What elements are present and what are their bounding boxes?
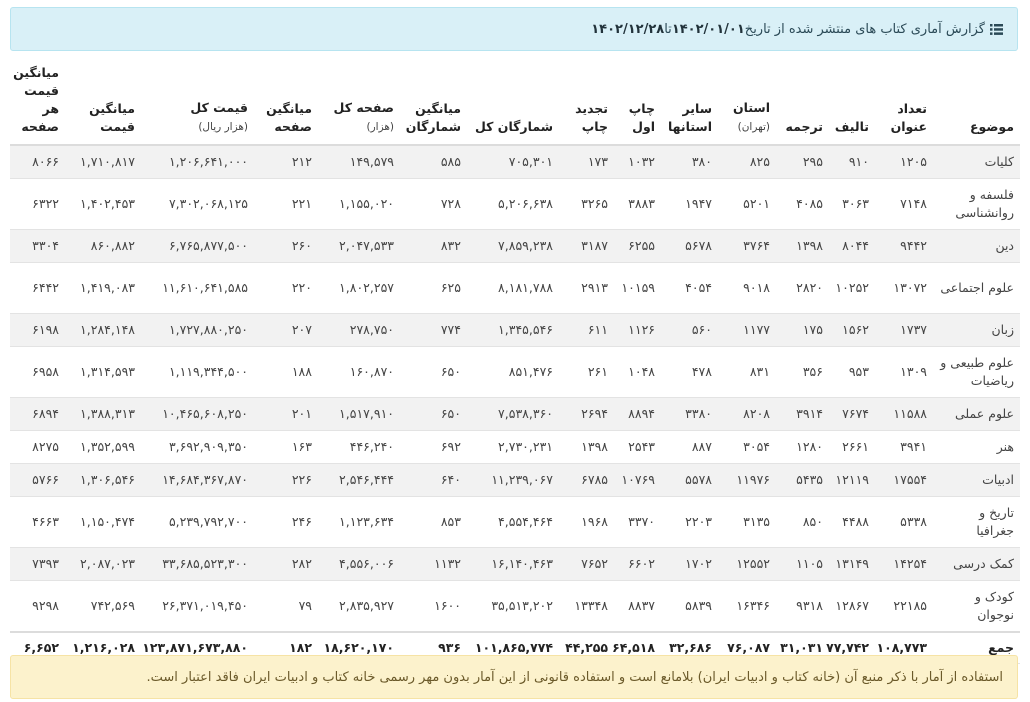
table-cell: ۱۵۶۲ — [829, 314, 875, 347]
table-row — [10, 464, 1020, 497]
total-cell: ۱۰۱,۸۶۵,۷۷۴ — [467, 632, 559, 664]
table-cell: ۶۳۲۲ — [10, 179, 65, 230]
table-cell: ۶۵۰ — [400, 398, 467, 431]
table-cell: ۱,۳۱۴,۵۹۳ — [65, 347, 141, 398]
table-cell: ۶۵۰ — [400, 347, 467, 398]
total-cell: ۷۶,۰۸۷ — [718, 632, 776, 664]
table-cell: ۱۰۷۶۹ — [614, 464, 661, 497]
usage-notice-alert — [10, 655, 1018, 699]
table-cell: ۹۰۱۸ — [718, 263, 776, 314]
table-cell: ۱۳۳۴۸ — [559, 581, 614, 633]
table-cell: ۶۲۵۵ — [614, 230, 661, 263]
table-cell: ۱,۷۱۰,۸۱۷ — [65, 145, 141, 179]
table-cell: ۳۵,۵۱۳,۲۰۲ — [467, 581, 559, 633]
table-cell: ۸۳۲ — [400, 230, 467, 263]
info-date-to: ۱۴۰۲/۱۲/۲۸ — [591, 21, 665, 37]
table-row — [10, 145, 1020, 179]
column-header — [318, 64, 400, 145]
table-cell: ۳۹۴۱ — [875, 431, 933, 464]
table-cell: ۱۲۰۵ — [875, 145, 933, 179]
total-cell: ۷۷,۷۴۲ — [829, 632, 875, 664]
column-header — [661, 64, 718, 145]
total-cell: ۳۱,۰۳۱ — [776, 632, 829, 664]
table-row — [10, 347, 1020, 398]
table-cell: ۱۶۳۴۶ — [718, 581, 776, 633]
table-cell: ۲۶,۳۷۱,۰۱۹,۴۵۰ — [141, 581, 254, 633]
table-cell: ۱۲۵۵۲ — [718, 548, 776, 581]
table-row — [10, 497, 1020, 548]
table-cell: ۲۲۶ — [254, 464, 318, 497]
table-cell: ۱۰,۴۶۵,۶۰۸,۲۵۰ — [141, 398, 254, 431]
table-cell: ۵۲۰۱ — [718, 179, 776, 230]
table-cell: ۱۸۸ — [254, 347, 318, 398]
column-header-label: میانگین صفحه — [266, 101, 312, 134]
table-cell: ۶۶۰۲ — [614, 548, 661, 581]
table-cell: ۱۷۳۷ — [875, 314, 933, 347]
column-header — [10, 64, 65, 145]
table-row — [10, 581, 1020, 633]
table-cell: ۴۴۶,۲۴۰ — [318, 431, 400, 464]
table-cell: ۱۰۲۵۲ — [829, 263, 875, 314]
table-row — [10, 314, 1020, 347]
table-body — [10, 145, 1020, 632]
table-cell: ۴۷۸ — [661, 347, 718, 398]
table-cell: ۸۲۷۵ — [10, 431, 65, 464]
table-cell: ۱,۵۱۷,۹۱۰ — [318, 398, 400, 431]
table-cell: ۲۰۱ — [254, 398, 318, 431]
total-cell: ۳۲,۶۸۶ — [661, 632, 718, 664]
table-cell: ۳۱۳۵ — [718, 497, 776, 548]
column-header — [467, 64, 559, 145]
column-header — [141, 64, 254, 145]
usage-notice-text: استفاده از آمار با ذکر منبع آن (خانه کتاب و ادبیات ایران) بلامانع است و استفاده قانونی از این آمار بدون مهر رسمی خانه کتاب و ادبیات ایران فاقد اعتبار است. — [146, 669, 1003, 685]
subject-cell: تاریخ و جغرافیا — [933, 497, 1020, 548]
table-cell: ۸,۱۸۱,۷۸۸ — [467, 263, 559, 314]
table-cell: ۱۱۷۷ — [718, 314, 776, 347]
table-cell: ۲۶۱ — [559, 347, 614, 398]
table-cell: ۵,۲۳۹,۷۹۲,۷۰۰ — [141, 497, 254, 548]
table-cell: ۷۴۲,۵۶۹ — [65, 581, 141, 633]
table-cell: ۱۷۵۵۴ — [875, 464, 933, 497]
table-cell: ۲,۰۸۷,۰۲۳ — [65, 548, 141, 581]
table-cell: ۲۱۲ — [254, 145, 318, 179]
table-cell: ۲۴۶ — [254, 497, 318, 548]
column-header-label: صفحه کل — [333, 100, 394, 115]
table-cell: ۷۲۸ — [400, 179, 467, 230]
table-cell: ۱۲۸۰ — [776, 431, 829, 464]
table-cell: ۱۶,۱۴۰,۴۶۳ — [467, 548, 559, 581]
table-cell: ۴,۵۵۴,۴۶۴ — [467, 497, 559, 548]
table-cell: ۱۲۱۱۹ — [829, 464, 875, 497]
table-cell: ۵۴۳۵ — [776, 464, 829, 497]
table-cell: ۲۵۴۳ — [614, 431, 661, 464]
total-cell: ۱۸۲ — [254, 632, 318, 664]
info-date-from: ۱۴۰۲/۰۱/۰۱ — [671, 21, 745, 37]
table-cell: ۸۸۷ — [661, 431, 718, 464]
table-cell: ۲۲۰۳ — [661, 497, 718, 548]
table-cell: ۱۷۰۲ — [661, 548, 718, 581]
table-cell: ۳۸۰ — [661, 145, 718, 179]
table-cell: ۱۴۲۵۴ — [875, 548, 933, 581]
total-cell: ۱۲۳,۸۷۱,۶۷۳,۸۸۰ — [141, 632, 254, 664]
table-cell: ۱۱,۲۳۹,۰۶۷ — [467, 464, 559, 497]
subject-cell: علوم طبیعی و ریاضیات — [933, 347, 1020, 398]
subject-cell: دین — [933, 230, 1020, 263]
column-header-unit: (هزار ریال) — [198, 121, 248, 133]
table-cell: ۷۹ — [254, 581, 318, 633]
table-cell: ۸۲۵ — [718, 145, 776, 179]
table-cell: ۱۶۰,۸۷۰ — [318, 347, 400, 398]
table-cell: ۷۳۹۳ — [10, 548, 65, 581]
table-cell: ۲,۷۳۰,۲۳۱ — [467, 431, 559, 464]
table-cell: ۱۴۹,۵۷۹ — [318, 145, 400, 179]
table-cell: ۱,۳۰۶,۵۴۶ — [65, 464, 141, 497]
table-cell: ۲۲۰ — [254, 263, 318, 314]
table-cell: ۹۴۴۲ — [875, 230, 933, 263]
table-cell: ۸۶۰,۸۸۲ — [65, 230, 141, 263]
table-cell: ۵۸۳۹ — [661, 581, 718, 633]
table-cell: ۷,۵۳۸,۳۶۰ — [467, 398, 559, 431]
subject-cell: هنر — [933, 431, 1020, 464]
table-header — [10, 64, 1020, 145]
table-cell: ۲,۵۴۶,۴۴۴ — [318, 464, 400, 497]
table-cell: ۱,۴۰۲,۴۵۳ — [65, 179, 141, 230]
table-cell: ۸۳۱ — [718, 347, 776, 398]
table-cell: ۱۱۲۶ — [614, 314, 661, 347]
table-cell: ۵۸۵ — [400, 145, 467, 179]
table-row — [10, 230, 1020, 263]
table-cell: ۹۲۹۸ — [10, 581, 65, 633]
table-cell: ۱۷۳ — [559, 145, 614, 179]
table-cell: ۱,۱۲۳,۶۳۴ — [318, 497, 400, 548]
table-cell: ۴,۵۵۶,۰۰۶ — [318, 548, 400, 581]
table-cell: ۱۳۱۴۹ — [829, 548, 875, 581]
table-cell: ۱۰۴۸ — [614, 347, 661, 398]
table-cell: ۶۱۹۸ — [10, 314, 65, 347]
table-cell: ۱۴,۶۸۴,۳۶۷,۸۷۰ — [141, 464, 254, 497]
table-cell: ۱۳۹۸ — [559, 431, 614, 464]
column-header — [400, 64, 467, 145]
table-cell: ۱۱۰۵ — [776, 548, 829, 581]
subject-cell: فلسفه و روانشناسی — [933, 179, 1020, 230]
column-header — [65, 64, 141, 145]
table-cell: ۱۱۳۲ — [400, 548, 467, 581]
subject-cell: کودک و نوجوان — [933, 581, 1020, 633]
column-header-label: چاپ اول — [628, 101, 655, 134]
table-cell: ۱۳۹۸ — [776, 230, 829, 263]
table-cell: ۲,۰۴۷,۵۳۳ — [318, 230, 400, 263]
table-cell: ۹۱۰ — [829, 145, 875, 179]
table-row — [10, 548, 1020, 581]
table-cell: ۷۶۵۲ — [559, 548, 614, 581]
table-cell: ۱۰۳۲ — [614, 145, 661, 179]
table-cell: ۵۶۰ — [661, 314, 718, 347]
table-cell: ۵۶۷۸ — [661, 230, 718, 263]
table-cell: ۶۲۵ — [400, 263, 467, 314]
list-icon — [990, 24, 1003, 35]
table-cell: ۲۲۱۸۵ — [875, 581, 933, 633]
info-text-middle: تا — [664, 21, 672, 37]
table-cell: ۱,۸۰۲,۲۵۷ — [318, 263, 400, 314]
column-header-label: استان — [732, 100, 770, 115]
subject-cell: زبان — [933, 314, 1020, 347]
column-header-label: شمارگان کل — [475, 119, 553, 134]
table-cell: ۱۱۵۸۸ — [875, 398, 933, 431]
column-header — [718, 64, 776, 145]
subject-cell: کمک درسی — [933, 548, 1020, 581]
table-cell: ۷۱۴۸ — [875, 179, 933, 230]
table-cell: ۸۵۰ — [776, 497, 829, 548]
table-cell: ۴۰۸۵ — [776, 179, 829, 230]
table-cell: ۹۵۳ — [829, 347, 875, 398]
table-cell: ۸۵۱,۴۷۶ — [467, 347, 559, 398]
table-cell: ۷۷۴ — [400, 314, 467, 347]
column-header-unit: (هزار) — [366, 121, 394, 133]
info-text-before: گزارش آماری کتاب های منتشر شده از تاریخ — [744, 21, 985, 37]
table-cell: ۵۷۶۶ — [10, 464, 65, 497]
table-cell: ۲۹۵ — [776, 145, 829, 179]
table-cell: ۶۹۲ — [400, 431, 467, 464]
column-header-label: موضوع — [969, 119, 1014, 134]
table-row — [10, 398, 1020, 431]
table-cell: ۳۸۸۳ — [614, 179, 661, 230]
table-cell: ۵۳۳۸ — [875, 497, 933, 548]
table-cell: ۲۸۲ — [254, 548, 318, 581]
subject-cell: علوم عملی — [933, 398, 1020, 431]
table-cell: ۸۸۹۴ — [614, 398, 661, 431]
table-cell: ۵,۲۰۶,۶۳۸ — [467, 179, 559, 230]
table-cell: ۲۶۰ — [254, 230, 318, 263]
table-cell: ۱۶۰۰ — [400, 581, 467, 633]
table-cell: ۷,۳۰۲,۰۶۸,۱۲۵ — [141, 179, 254, 230]
table-cell: ۶,۷۶۵,۸۷۷,۵۰۰ — [141, 230, 254, 263]
table-cell: ۳۰۶۳ — [829, 179, 875, 230]
table-cell: ۱۰۱۵۹ — [614, 263, 661, 314]
table-cell: ۳,۶۹۲,۹۰۹,۳۵۰ — [141, 431, 254, 464]
table-cell: ۶۴۴۲ — [10, 263, 65, 314]
column-header-label: ترجمه — [785, 119, 823, 134]
table-cell: ۲۶۶۱ — [829, 431, 875, 464]
table-cell: ۱۷۵ — [776, 314, 829, 347]
column-header-unit: (تهران) — [737, 121, 770, 133]
table-cell: ۱,۱۵۵,۰۲۰ — [318, 179, 400, 230]
table-cell: ۳۳۰۴ — [10, 230, 65, 263]
table-cell: ۱,۱۵۰,۴۷۴ — [65, 497, 141, 548]
total-cell: ۶۴,۵۱۸ — [614, 632, 661, 664]
table-cell: ۲۲۱ — [254, 179, 318, 230]
column-header-label: تجدید چاپ — [575, 101, 608, 134]
table-cell: ۳۳,۶۸۵,۵۲۳,۳۰۰ — [141, 548, 254, 581]
column-header — [829, 64, 875, 145]
subject-cell: کلیات — [933, 145, 1020, 179]
table-cell: ۶۱۱ — [559, 314, 614, 347]
table-cell: ۸۰۴۴ — [829, 230, 875, 263]
table-cell: ۱۳۰۹ — [875, 347, 933, 398]
subject-cell: ادبیات — [933, 464, 1020, 497]
column-header — [614, 64, 661, 145]
table-cell: ۸۵۳ — [400, 497, 467, 548]
column-header-label: تالیف — [834, 119, 869, 134]
table-cell: ۷۶۷۴ — [829, 398, 875, 431]
total-cell: ۶,۶۵۲ — [10, 632, 65, 664]
table-cell: ۲۸۲۰ — [776, 263, 829, 314]
column-header-label: سایر استانها — [667, 101, 712, 134]
table-cell: ۳۰۵۴ — [718, 431, 776, 464]
table-cell: ۳۳۸۰ — [661, 398, 718, 431]
header-row — [10, 64, 1020, 145]
table-cell: ۳۳۷۰ — [614, 497, 661, 548]
table-cell: ۵۵۷۸ — [661, 464, 718, 497]
table-cell: ۱,۳۵۲,۵۹۹ — [65, 431, 141, 464]
table-cell: ۲۶۹۴ — [559, 398, 614, 431]
total-label: جمع — [933, 632, 1020, 664]
table-cell: ۸۸۳۷ — [614, 581, 661, 633]
table-cell: ۱۱,۶۱۰,۶۴۱,۵۸۵ — [141, 263, 254, 314]
column-header-label: میانگین قیمت — [89, 101, 135, 134]
table-cell: ۶۷۸۵ — [559, 464, 614, 497]
total-cell: ۱,۲۱۶,۰۲۸ — [65, 632, 141, 664]
table-cell: ۱۹۴۷ — [661, 179, 718, 230]
table-row — [10, 179, 1020, 230]
table-cell: ۱,۲۰۶,۶۴۱,۰۰۰ — [141, 145, 254, 179]
table-cell: ۱۳۰۷۲ — [875, 263, 933, 314]
table-cell: ۳۲۶۵ — [559, 179, 614, 230]
table-cell: ۲۰۷ — [254, 314, 318, 347]
column-header — [559, 64, 614, 145]
table-cell: ۲,۸۳۵,۹۲۷ — [318, 581, 400, 633]
table-cell: ۱,۱۱۹,۳۴۴,۵۰۰ — [141, 347, 254, 398]
table-cell: ۱,۳۴۵,۵۴۶ — [467, 314, 559, 347]
table-cell: ۸۲۰۸ — [718, 398, 776, 431]
column-header — [776, 64, 829, 145]
report-info-alert — [10, 7, 1018, 51]
column-header-label: میانگین شمارگان — [405, 101, 461, 134]
table-cell: ۷,۸۵۹,۲۳۸ — [467, 230, 559, 263]
table-cell: ۴۰۵۴ — [661, 263, 718, 314]
column-header — [254, 64, 318, 145]
table-cell: ۱۲۸۶۷ — [829, 581, 875, 633]
total-cell: ۱۸,۶۲۰,۱۷۰ — [318, 632, 400, 664]
column-header-label: میانگین قیمت هر صفحه — [13, 65, 59, 134]
table-cell: ۳۱۸۷ — [559, 230, 614, 263]
table-cell: ۲۷۸,۷۵۰ — [318, 314, 400, 347]
total-cell: ۱۰۸,۷۷۳ — [875, 632, 933, 664]
table-row — [10, 263, 1020, 314]
table-cell: ۹۳۱۸ — [776, 581, 829, 633]
table-cell: ۱,۷۲۷,۸۸۰,۲۵۰ — [141, 314, 254, 347]
table-cell: ۱,۴۱۹,۰۸۳ — [65, 263, 141, 314]
table-cell: ۶۸۹۴ — [10, 398, 65, 431]
table-cell: ۱۹۶۸ — [559, 497, 614, 548]
total-cell: ۴۴,۲۵۵ — [559, 632, 614, 664]
table-cell: ۳۹۱۴ — [776, 398, 829, 431]
table-cell: ۱,۲۸۴,۱۴۸ — [65, 314, 141, 347]
table-cell: ۴۶۶۳ — [10, 497, 65, 548]
table-cell: ۴۴۸۸ — [829, 497, 875, 548]
table-cell: ۷۰۵,۳۰۱ — [467, 145, 559, 179]
subject-cell: علوم اجتماعی — [933, 263, 1020, 314]
statistics-table — [10, 64, 1020, 664]
table-cell: ۶۴۰ — [400, 464, 467, 497]
table-cell: ۱,۳۸۸,۳۱۳ — [65, 398, 141, 431]
table-cell: ۶۹۵۸ — [10, 347, 65, 398]
table-cell: ۱۶۳ — [254, 431, 318, 464]
table-cell: ۳۵۶ — [776, 347, 829, 398]
table-cell: ۱۱۹۷۶ — [718, 464, 776, 497]
table-cell: ۳۷۶۴ — [718, 230, 776, 263]
total-cell: ۹۳۶ — [400, 632, 467, 664]
table-cell: ۸۰۶۶ — [10, 145, 65, 179]
table-cell: ۲۹۱۳ — [559, 263, 614, 314]
table-row — [10, 431, 1020, 464]
column-header-label: تعداد عنوان — [890, 101, 927, 134]
column-header — [875, 64, 933, 145]
column-header-label: قیمت کل — [190, 100, 248, 115]
column-header — [933, 64, 1020, 145]
